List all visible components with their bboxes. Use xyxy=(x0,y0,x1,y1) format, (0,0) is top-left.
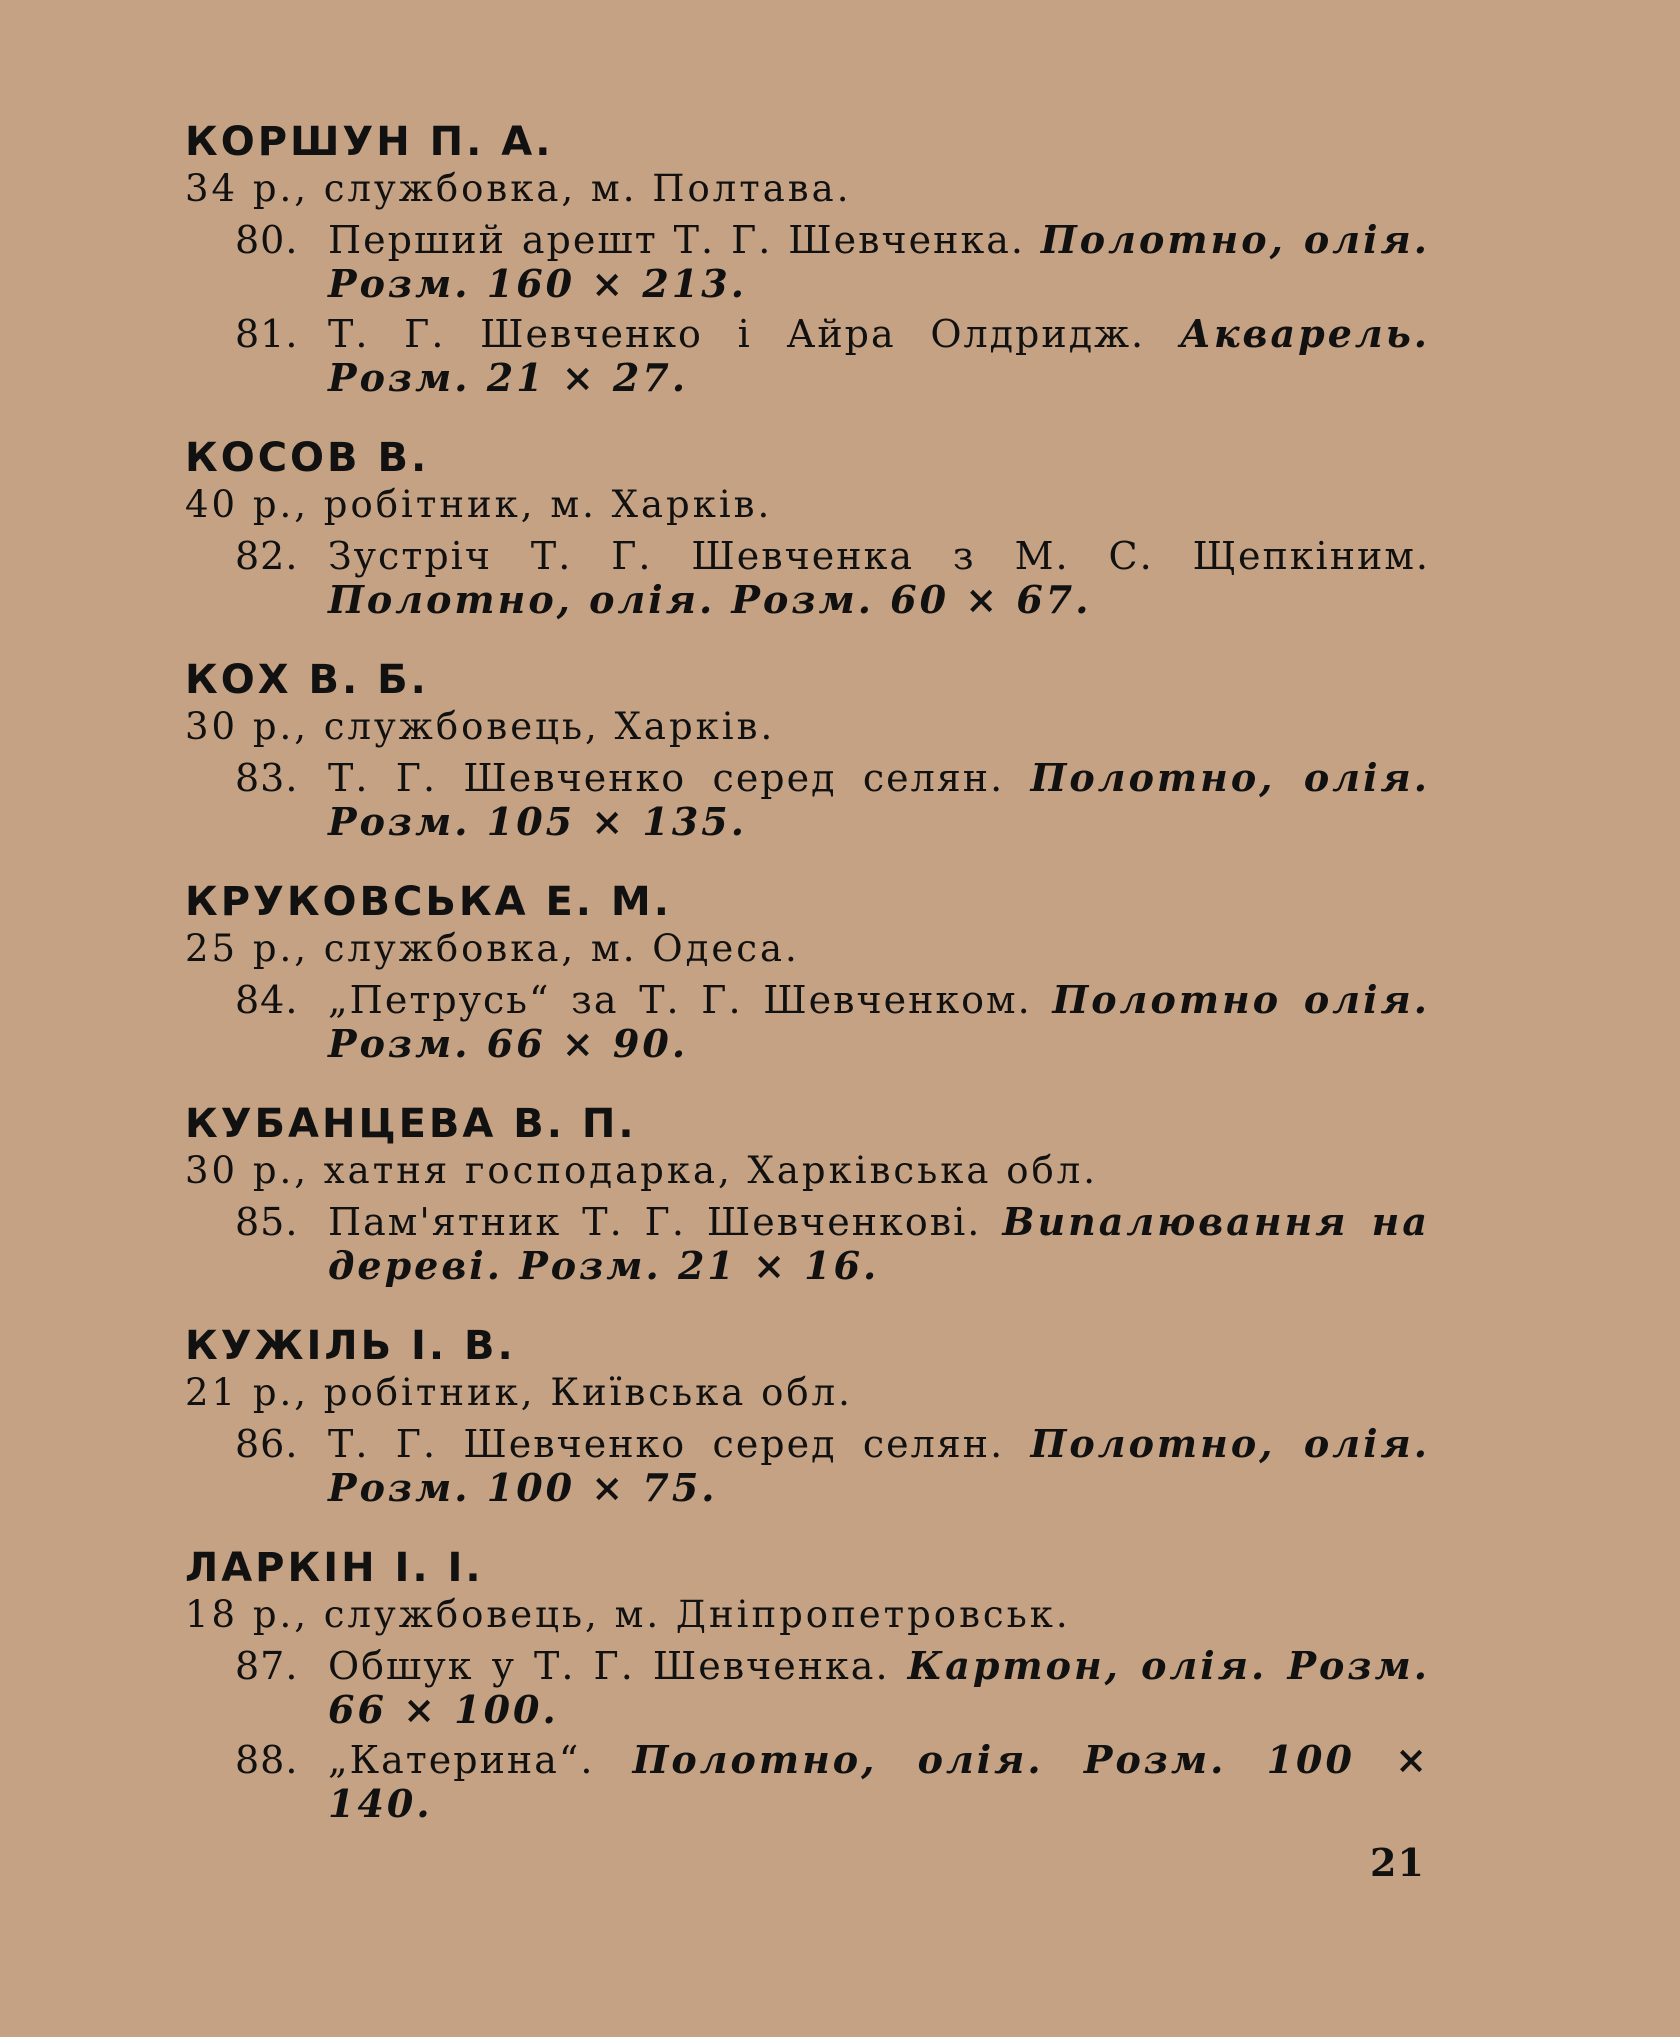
work-item xyxy=(185,978,1430,1066)
artist-entry xyxy=(185,1100,1430,1288)
work-title: Обшук у Т. Г. Шевченка. xyxy=(328,1644,890,1688)
work-medium: Полотно, олія. Розм. 100 × 140. xyxy=(328,1737,1430,1826)
work-title: „Катерина“. xyxy=(328,1738,595,1782)
work-item xyxy=(185,1644,1430,1732)
work-item xyxy=(185,1422,1430,1510)
work-number: 85. xyxy=(235,1200,299,1244)
work-medium: Картон, олія. Розм. 66 × 100. xyxy=(328,1643,1430,1732)
page-number: 21 xyxy=(1370,1840,1425,1885)
work-title: Пам'ятник Т. Г. Шевченкові. xyxy=(328,1200,982,1244)
work-title: Зустріч Т. Г. Шевченка з М. С. Щепкіним. xyxy=(328,534,1430,578)
work-title: Т. Г. Шевченко серед селян. xyxy=(328,1422,1005,1466)
artist-entry xyxy=(185,118,1430,400)
artist-entry xyxy=(185,1544,1430,1826)
artist-info: 25 р., службовка, м. Одеса. xyxy=(185,927,800,970)
artist-name: КУБАНЦЕВА В. П. xyxy=(185,1101,637,1147)
work-number: 84. xyxy=(235,978,299,1022)
work-item xyxy=(185,312,1430,400)
work-title: Перший арешт Т. Г. Шевченка. xyxy=(328,218,1025,262)
work-medium: Полотно олія. Розм. 66 × 90. xyxy=(328,977,1430,1066)
artist-entry xyxy=(185,656,1430,844)
artist-name: КОХ В. Б. xyxy=(185,657,429,703)
work-title: Т. Г. Шевченко серед селян. xyxy=(328,756,1005,800)
work-number: 83. xyxy=(235,756,299,800)
work-item xyxy=(185,218,1430,306)
work-number: 88. xyxy=(235,1738,299,1782)
artist-info: 18 р., службовець, м. Дніпропетровськ. xyxy=(185,1593,1071,1636)
artist-info: 40 р., робітник, м. Харків. xyxy=(185,483,773,526)
artist-name: КОСОВ В. xyxy=(185,435,430,481)
artist-name: КРУКОВСЬКА Е. М. xyxy=(185,879,672,925)
work-item xyxy=(185,756,1430,844)
work-title: „Петрусь“ за Т. Г. Шевченком. xyxy=(328,978,1032,1022)
artist-name: КОРШУН П. А. xyxy=(185,119,554,165)
artist-entry xyxy=(185,1322,1430,1510)
work-title: Т. Г. Шевченко і Айра Олдридж. xyxy=(328,312,1146,356)
artist-info: 30 р., службовець, Харків. xyxy=(185,705,776,748)
catalog-page xyxy=(185,118,1430,1860)
work-number: 86. xyxy=(235,1422,299,1466)
work-number: 80. xyxy=(235,218,299,262)
work-item xyxy=(185,534,1430,622)
work-medium: Полотно, олія. Розм. 160 × 213. xyxy=(328,217,1430,306)
work-item xyxy=(185,1738,1430,1826)
work-item xyxy=(185,1200,1430,1288)
artist-info: 34 р., службовка, м. Полтава. xyxy=(185,167,852,210)
artist-name: КУЖІЛЬ І. В. xyxy=(185,1323,516,1369)
work-number: 87. xyxy=(235,1644,299,1688)
work-medium: Полотно, олія. Розм. 100 × 75. xyxy=(328,1421,1430,1510)
artist-name: ЛАРКІН І. І. xyxy=(185,1545,484,1591)
artist-info: 30 р., хатня господарка, Харківська обл. xyxy=(185,1149,1099,1192)
work-number: 81. xyxy=(235,312,299,356)
artist-info: 21 р., робітник, Київська обл. xyxy=(185,1371,853,1414)
work-number: 82. xyxy=(235,534,299,578)
artist-entry xyxy=(185,434,1430,622)
work-medium: Акварель. Розм. 21 × 27. xyxy=(328,311,1430,400)
artist-entry xyxy=(185,878,1430,1066)
work-medium: Полотно, олія. Розм. 105 × 135. xyxy=(328,755,1430,844)
work-medium: Випалювання на дереві. Розм. 21 × 16. xyxy=(328,1199,1430,1288)
work-medium: Полотно, олія. Розм. 60 × 67. xyxy=(328,577,1092,622)
